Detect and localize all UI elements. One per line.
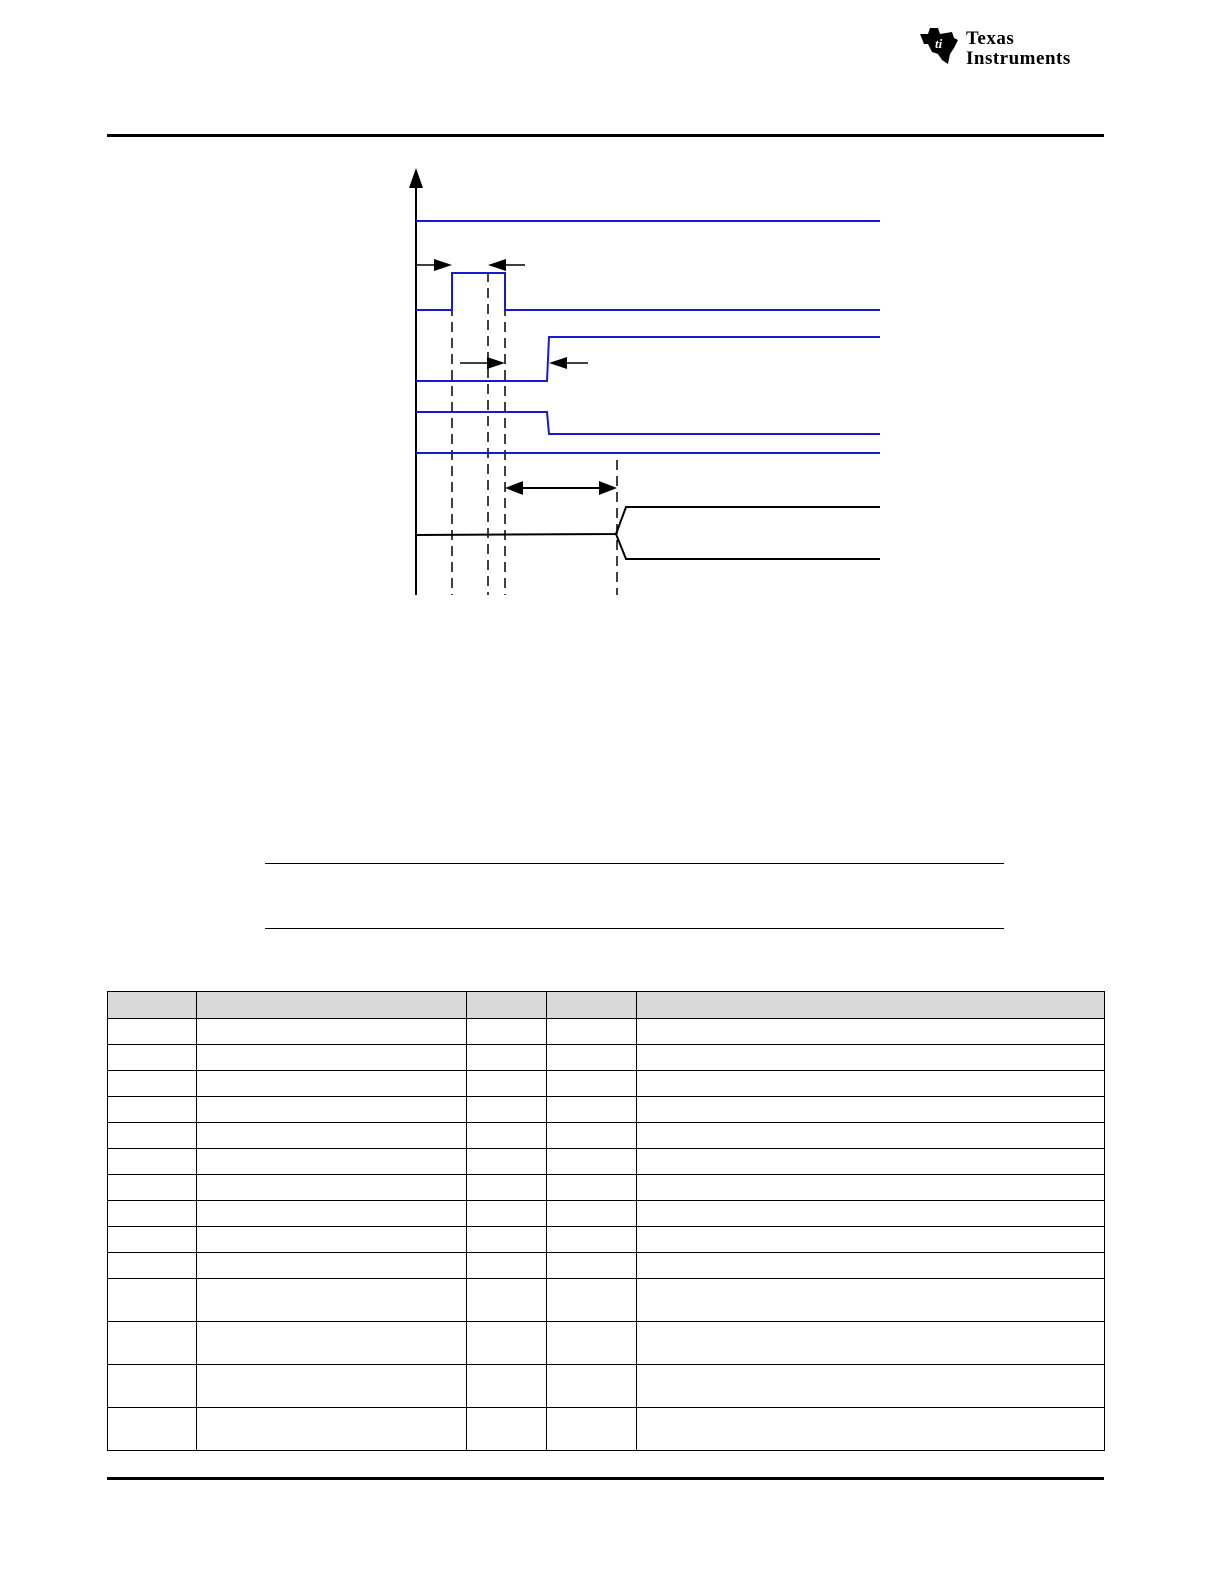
header-rule (107, 134, 1104, 137)
table-cell (108, 1279, 197, 1322)
table-cell (108, 1071, 197, 1097)
table-cell (547, 1071, 637, 1097)
table-cell (108, 1019, 197, 1045)
table-row (108, 1201, 1105, 1227)
table-row (108, 1322, 1105, 1365)
table-cell (547, 1253, 637, 1279)
table-cell (637, 1123, 1105, 1149)
table-cell (547, 1123, 637, 1149)
table-cell (547, 1227, 637, 1253)
spec-table (107, 991, 1105, 1451)
table-cell (197, 1045, 467, 1071)
table-cell (197, 1227, 467, 1253)
header-cell (197, 992, 467, 1019)
table-cell (547, 1149, 637, 1175)
table-cell (108, 1365, 197, 1408)
table-cell (637, 1365, 1105, 1408)
table-cell (547, 1408, 637, 1451)
table-cell (108, 1149, 197, 1175)
signal-2 (416, 273, 880, 310)
table-row (108, 1149, 1105, 1175)
table-cell (547, 1201, 637, 1227)
table-row (108, 1097, 1105, 1123)
table-cell (197, 1175, 467, 1201)
table-cell (467, 1175, 547, 1201)
table-cell (637, 1408, 1105, 1451)
table-row (108, 1175, 1105, 1201)
table-cell (467, 1279, 547, 1322)
table-cell (467, 1408, 547, 1451)
table-header-row (108, 992, 1105, 1019)
table-cell (547, 1365, 637, 1408)
table-cell (547, 1045, 637, 1071)
table-cell (197, 1123, 467, 1149)
table-cell (467, 1097, 547, 1123)
table-cell (197, 1071, 467, 1097)
signal-6-bus-low (616, 534, 880, 559)
table-row (108, 1365, 1105, 1408)
signal-6-bus (416, 507, 880, 535)
table-row (108, 1253, 1105, 1279)
table-row (108, 1227, 1105, 1253)
table-cell (547, 1019, 637, 1045)
table-cell (637, 1045, 1105, 1071)
table-cell (467, 1253, 547, 1279)
table-cell (637, 1322, 1105, 1365)
logo-text-line1: Texas (966, 28, 1015, 49)
table-cell (637, 1071, 1105, 1097)
ti-state-logo-icon (918, 24, 962, 68)
table-cell (108, 1045, 197, 1071)
table-cell (547, 1322, 637, 1365)
table-cell (637, 1201, 1105, 1227)
table-cell (637, 1175, 1105, 1201)
table-cell (108, 1408, 197, 1451)
signal-4 (416, 412, 880, 434)
table-cell (197, 1097, 467, 1123)
table-cell (467, 1019, 547, 1045)
table-cell (197, 1253, 467, 1279)
table-cell (108, 1253, 197, 1279)
table-cell (197, 1322, 467, 1365)
table-cell (197, 1279, 467, 1322)
table-cell (467, 1045, 547, 1071)
table-cell (108, 1322, 197, 1365)
table-cell (467, 1123, 547, 1149)
note-rule-top (265, 863, 1004, 864)
table-cell (467, 1149, 547, 1175)
table-row (108, 1019, 1105, 1045)
table-cell (637, 1279, 1105, 1322)
header-cell (108, 992, 197, 1019)
header-cell (547, 992, 637, 1019)
table-row (108, 1279, 1105, 1322)
table-cell (547, 1097, 637, 1123)
table-cell (108, 1227, 197, 1253)
table-cell (467, 1071, 547, 1097)
table-cell (467, 1227, 547, 1253)
header-cell (467, 992, 547, 1019)
table-cell (637, 1097, 1105, 1123)
table-cell (637, 1019, 1105, 1045)
table-cell (197, 1019, 467, 1045)
axis-arrow (409, 168, 423, 188)
table-cell (637, 1149, 1105, 1175)
table-cell (547, 1175, 637, 1201)
table-row (108, 1408, 1105, 1451)
table-row (108, 1071, 1105, 1097)
timing-diagram (380, 160, 900, 605)
table-cell (108, 1201, 197, 1227)
table-cell (467, 1322, 547, 1365)
signal-3 (416, 337, 880, 381)
table-cell (547, 1279, 637, 1322)
header-cell (637, 992, 1105, 1019)
svg-text:ti: ti (935, 36, 943, 51)
table-cell (637, 1227, 1105, 1253)
footer-rule (107, 1477, 1104, 1480)
table-cell (108, 1097, 197, 1123)
note-rule-bottom (265, 928, 1004, 929)
logo-text-line2: Instruments (966, 48, 1071, 69)
table-cell (197, 1365, 467, 1408)
table-cell (197, 1201, 467, 1227)
ti-logo (918, 24, 1108, 72)
table-cell (197, 1408, 467, 1451)
table-cell (467, 1201, 547, 1227)
table-cell (108, 1175, 197, 1201)
table-cell (467, 1365, 547, 1408)
table-cell (108, 1123, 197, 1149)
table-row (108, 1045, 1105, 1071)
table-cell (637, 1253, 1105, 1279)
table-row (108, 1123, 1105, 1149)
table-cell (197, 1149, 467, 1175)
